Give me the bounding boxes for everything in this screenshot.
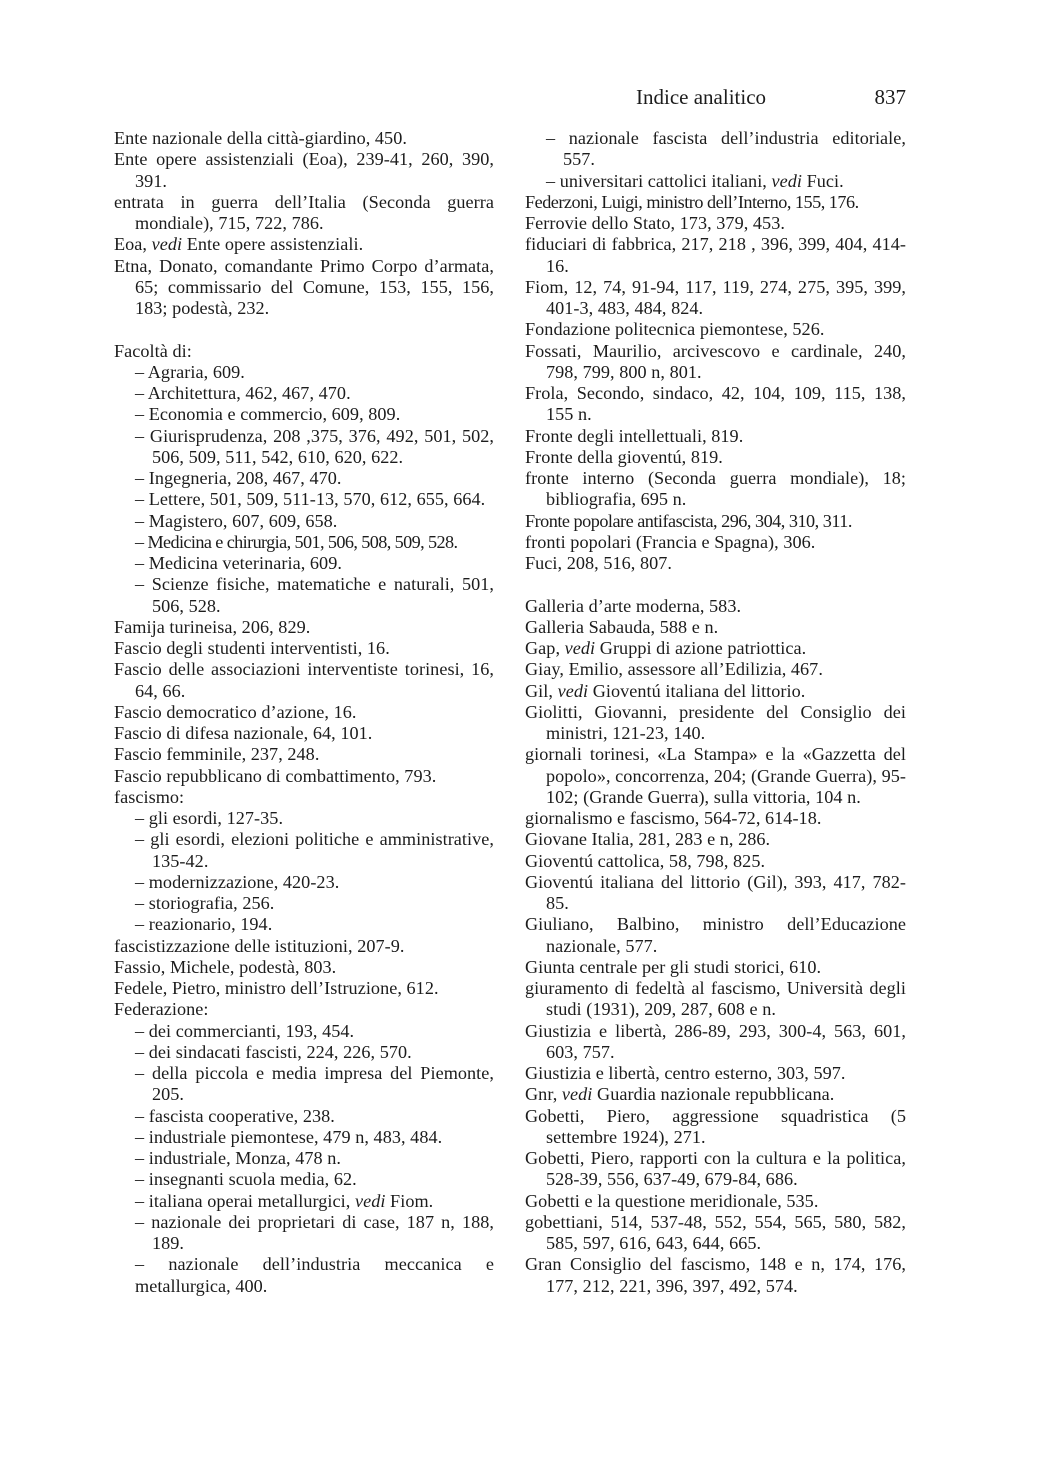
index-subentry: – dei sindacati fascisti, 224, 226, 570. — [135, 1041, 412, 1062]
index-entry: Galleria Sabauda, 588 e n. — [525, 616, 719, 637]
index-entry: gobettiani, 514, 537-48, 552, 554, 565, 580, 582, 585, 597, 616, 643, 644, 665. — [525, 1211, 906, 1253]
index-entry: Fronte della gioventú, 819. — [525, 446, 723, 467]
entry-text: Gnr, — [525, 1084, 562, 1105]
index-entry: Facoltà di: — [114, 340, 192, 361]
entry-text: Gap, — [525, 638, 565, 658]
index-entry: Fascio degli studenti interventisti, 16. — [114, 638, 390, 658]
section-title: Indice analitico — [636, 85, 767, 109]
entry-text: Eoa, — [114, 234, 152, 255]
index-subentry: – Lettere, 501, 509, 511-13, 570, 612, 655, 664. — [135, 489, 486, 510]
vedi-reference: vedi — [564, 638, 596, 658]
index-subentry: – Economia e commercio, 609, 809. — [135, 404, 401, 425]
entry-text: Ente opere assistenziali. — [182, 234, 364, 255]
index-entry: fascistizzazione delle istituzioni, 207-9. — [114, 935, 405, 956]
index-column-left — [114, 128, 494, 1297]
index-entry: Fossati, Maurilio, arcivescovo e cardinale, 240, 798, 799, 800 n, 801. — [525, 340, 906, 382]
index-subentry: – Architettura, 462, 467, 470. — [135, 383, 351, 403]
index-entry: giornali torinesi, «La Stampa» e la «Gazzetta del popolo», concorrenza, 204; (Grande Guerra), 95-102; (Grande Guerra), sulla vittoria, 104 n. — [525, 744, 906, 807]
index-entry: fronti popolari (Francia e Spagna), 306. — [525, 531, 816, 552]
index-entry: entrata in guerra dell’Italia (Seconda guerra mondiale), 715, 722, 786. — [114, 191, 494, 233]
index-entry: giornalismo e fascismo, 564-72, 614-18. — [525, 808, 822, 828]
index-entry: Giuliano, Balbino, ministro dell’Educazione nazionale, 577. — [525, 914, 906, 956]
index-entry: Fassio, Michele, podestà, 803. — [114, 956, 337, 977]
index-entry: Fascio femminile, 237, 248. — [114, 744, 320, 765]
spacer — [114, 319, 494, 340]
index-subentry: – della piccola e media impresa del Piemonte, 205. — [135, 1063, 494, 1105]
index-subentry: – Agraria, 609. — [135, 361, 245, 382]
index-entry — [525, 681, 906, 702]
index-entry: Fronte popolare antifascista, 296, 304, 310, 311. — [525, 510, 852, 531]
entry-text: – universitari cattolici italiani, — [546, 170, 772, 191]
index-entry — [525, 1084, 906, 1105]
index-entry: Fascio democratico d’azione, 16. — [114, 701, 357, 722]
index-entry: Fascio repubblicano di combattimento, 793. — [114, 765, 437, 786]
index-entry: Giay, Emilio, assessore all’Edilizia, 467. — [525, 659, 823, 680]
index-subentry: – gli esordi, 127-35. — [135, 808, 284, 828]
vedi-reference: vedi — [354, 1190, 386, 1211]
index-entry: Giunta centrale per gli studi storici, 610. — [525, 956, 822, 977]
entry-text: Fiom. — [385, 1190, 434, 1211]
index-subentry: – storiografia, 256. — [135, 893, 275, 913]
vedi-reference: vedi — [151, 234, 183, 255]
index-entry: Gobetti e la questione meridionale, 535. — [525, 1190, 819, 1211]
index-subentry: – dei commercianti, 193, 454. — [135, 1020, 355, 1041]
index-entry: Gobetti, Piero, aggressione squadristica (5 settembre 1924), 271. — [525, 1105, 906, 1147]
vedi-reference: vedi — [561, 1084, 593, 1105]
index-entry: Giustizia e libertà, centro esterno, 303, 597. — [525, 1063, 846, 1083]
index-entry: Etna, Donato, comandante Primo Corpo d’armata, 65; commissario del Comune, 153, 155, 156, 183; podestà, 232. — [114, 255, 494, 318]
entry-text: Fuci. — [802, 170, 844, 191]
index-entry: Ferrovie dello Stato, 173, 379, 453. — [525, 213, 785, 233]
entry-text: Gil, — [525, 680, 558, 701]
index-entry: fiduciari di fabbrica, 217, 218 , 396, 399, 404, 414-16. — [525, 234, 906, 276]
entry-text: – italiana operai metallurgici, — [135, 1190, 355, 1211]
index-entry: Fascio di difesa nazionale, 64, 101. — [114, 723, 373, 743]
index-entry: Galleria d’arte moderna, 583. — [525, 595, 742, 616]
index-entry: Fascio delle associazioni interventiste torinesi, 16, 64, 66. — [114, 659, 494, 701]
index-entry: Ente opere assistenziali (Eoa), 239-41, 260, 390, 391. — [114, 149, 494, 191]
index-entry: Giolitti, Giovanni, presidente del Consiglio dei ministri, 121-23, 140. — [525, 701, 906, 743]
index-subentry: – fascista cooperative, 238. — [135, 1105, 335, 1126]
running-header — [636, 84, 906, 110]
index-entry: Giovane Italia, 281, 283 e n, 286. — [525, 829, 771, 850]
entry-text: Guardia nazionale repubblicana. — [592, 1084, 835, 1105]
index-subentry: – nazionale dell’industria meccanica e metallurgica, 400. — [135, 1254, 494, 1296]
index-entry: Federzoni, Luigi, ministro dell’Interno, 155, 176. — [525, 191, 859, 212]
index-subentry: – Ingegneria, 208, 467, 470. — [135, 468, 342, 488]
index-subentry: – industriale, Monza, 478 n. — [135, 1148, 341, 1168]
index-entry: fronte interno (Seconda guerra mondiale), 18; bibliografia, 695 n. — [525, 468, 906, 510]
index-subentry: – nazionale dei proprietari di case, 187 n, 188, 189. — [135, 1211, 494, 1253]
index-subentry: – insegnanti scuola media, 62. — [135, 1169, 357, 1190]
index-entry: Gioventú cattolica, 58, 798, 825. — [525, 850, 766, 871]
index-entry: fascismo: — [114, 786, 185, 807]
index-entry: Gran Consiglio del fascismo, 148 e n, 174, 176, 177, 212, 221, 396, 397, 492, 574. — [525, 1254, 906, 1296]
index-subentry: – nazionale fascista dell’industria editoriale, 557. — [546, 128, 906, 170]
index-entry: Gobetti, Piero, rapporti con la cultura e la politica, 528-39, 556, 637-49, 679-84, 686. — [525, 1148, 906, 1190]
index-subentry: – Magistero, 607, 609, 658. — [135, 510, 338, 531]
index-entry — [114, 234, 494, 255]
index-entry: Famija turineisa, 206, 829. — [114, 616, 311, 637]
index-subentry: – gli esordi, elezioni politiche e amministrative, 135-42. — [135, 829, 494, 871]
index-entry: Giustizia e libertà, 286-89, 293, 300-4, 563, 601, 603, 757. — [525, 1020, 906, 1062]
page-number: 837 — [874, 85, 906, 109]
entry-text: Gioventú italiana del littorio. — [588, 680, 806, 701]
index-subentry: – industriale piemontese, 479 n, 483, 484. — [135, 1126, 443, 1147]
index-subentry: – Medicina e chirurgia, 501, 506, 508, 509, 528. — [135, 531, 458, 552]
index-subentry: – Scienze fisiche, matematiche e naturali, 501, 506, 528. — [135, 574, 494, 616]
entry-text: Gruppi di azione patriottica. — [595, 638, 807, 658]
index-entry: Gioventú italiana del littorio (Gil), 393, 417, 782-85. — [525, 871, 906, 913]
index-subentry — [114, 1191, 494, 1212]
index-entry — [525, 638, 906, 659]
spacer — [525, 574, 906, 595]
index-entry: Fiom, 12, 74, 91-94, 117, 119, 274, 275, 395, 399, 401-3, 483, 484, 824. — [525, 276, 906, 318]
index-entry: Fondazione politecnica piemontese, 526. — [525, 319, 825, 340]
index-column-right — [525, 128, 906, 1297]
index-entry: Federazione: — [114, 999, 209, 1020]
index-entry: giuramento di fedeltà al fascismo, Università degli studi (1931), 209, 287, 608 e n. — [525, 978, 906, 1020]
index-entry: Frola, Secondo, sindaco, 42, 104, 109, 115, 138, 155 n. — [525, 383, 906, 425]
index-subentry: – Giurisprudenza, 208 ,375, 376, 492, 501, 502, 506, 509, 511, 542, 610, 620, 622. — [135, 425, 494, 467]
index-entry: Fuci, 208, 516, 807. — [525, 553, 673, 573]
index-entry: Fronte degli intellettuali, 819. — [525, 425, 744, 446]
index-subentry: – Medicina veterinaria, 609. — [135, 553, 342, 573]
index-subentry: – reazionario, 194. — [135, 914, 273, 935]
index-subentry: – modernizzazione, 420-23. — [135, 871, 340, 892]
index-entry: Fedele, Pietro, ministro dell’Istruzione, 612. — [114, 978, 439, 998]
vedi-reference: vedi — [557, 680, 589, 701]
index-entry: Ente nazionale della città-giardino, 450. — [114, 128, 407, 148]
vedi-reference: vedi — [771, 170, 802, 191]
index-subentry — [525, 171, 906, 192]
